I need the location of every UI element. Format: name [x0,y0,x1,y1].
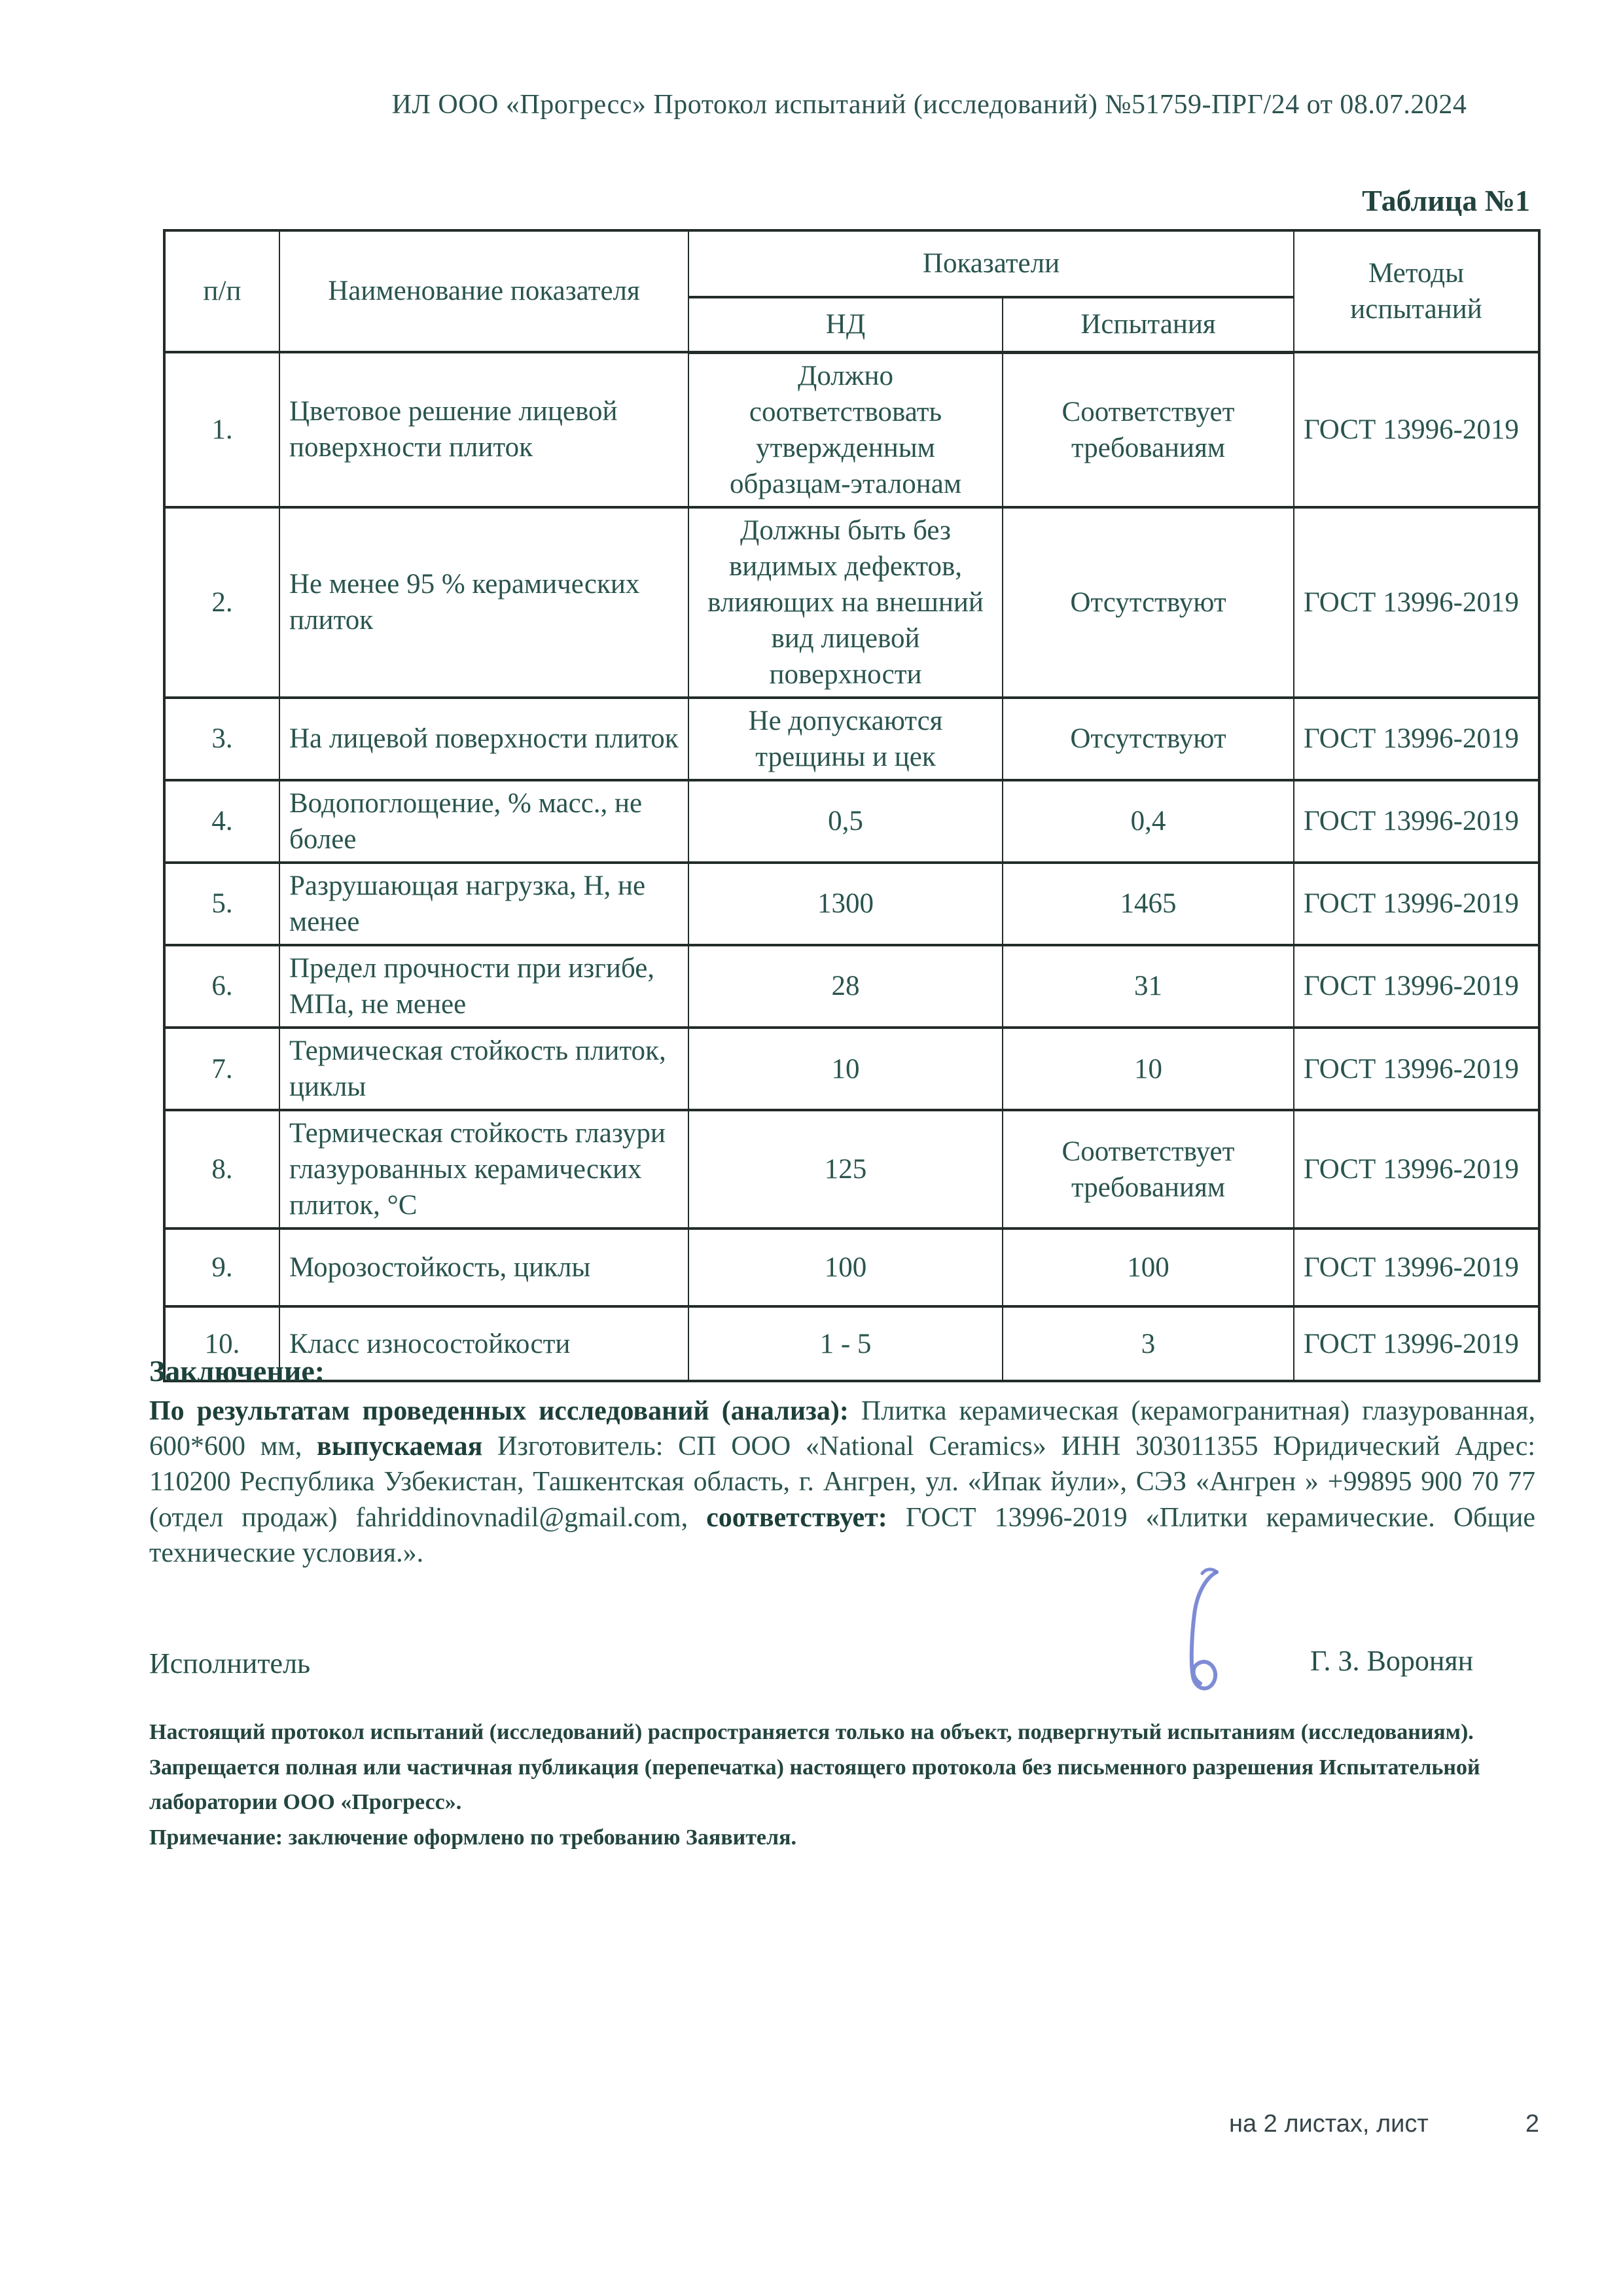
nd-value-cell: 10 [688,1028,1003,1110]
method-value-cell: ГОСТ 13996-2019 [1294,863,1539,945]
sheets-count-text: на 2 листах, лист [1229,2110,1429,2138]
table-row [164,507,1539,698]
conclusion-text-2: Изготовитель: СП ООО «National Ceramics» ИНН 303011355 Юридический Адрес: 110200 Республика Узбекистан, Ташкентская область, г. Ангрен, ул. «Ипак йули», СЭЗ «Ангрен » +99895 900 70 77 (отдел продаж) fahriddinovnadil@gmail.com, [149,1431,1536,1533]
table-row [164,863,1539,945]
conclusion-title: Заключение: [149,1354,325,1388]
conclusion-bold-3: соответствует: [706,1502,887,1533]
indicator-name-cell: Водопоглощение, % масс., не более [279,780,688,863]
row-number-cell: 2. [164,507,279,698]
table-row [164,1229,1539,1306]
conclusion-section [149,1354,1535,1571]
footnote-line: Запрещается полная или частичная публикация (перепечатка) настоящего протокола без письменного разрешения Испытательной [149,1755,1480,1780]
indicator-name-cell: Не менее 95 % керамических плиток [279,507,688,698]
col-header-test: Испытания [1003,297,1294,352]
table-row [164,1110,1539,1229]
method-value-cell: ГОСТ 13996-2019 [1294,1028,1539,1110]
test-value-cell: Отсутствуют [1003,698,1294,780]
indicator-name-cell: Предел прочности при изгибе, МПа, не менее [279,945,688,1028]
page-footer [1229,2110,1539,2138]
conclusion-lead-bold: По результатам проведенных исследований (анализа): [149,1396,849,1426]
footnote-line: лаборатории ООО «Прогресс». [149,1790,462,1815]
indicator-name-cell: Термическая стойкость плиток, циклы [279,1028,688,1110]
nd-value-cell: 0,5 [688,780,1003,863]
table-row [164,945,1539,1028]
page-number: 2 [1525,2110,1539,2138]
signature-mark [1160,1566,1246,1703]
indicator-name-cell: Разрушающая нагрузка, Н, не менее [279,863,688,945]
col-header-name: Наименование показателя [279,230,688,352]
nd-value-cell: 1300 [688,863,1003,945]
nd-value-cell: 125 [688,1110,1003,1229]
conclusion-text-3: ГОСТ 13996-2019 «Плитки керамические. Общие технические условия.». [149,1502,1535,1568]
row-number-cell: 9. [164,1229,279,1306]
row-number-cell: 3. [164,698,279,780]
signer-name: Г. З. Воронян [1310,1645,1474,1677]
test-value-cell: 1465 [1003,863,1294,945]
footnote-line: Примечание: заключение оформлено по требованию Заявителя. [149,1825,796,1850]
test-value-cell: 10 [1003,1028,1294,1110]
method-value-cell: ГОСТ 13996-2019 [1294,1229,1539,1306]
conclusion-text-1: Плитка керамическая (керамогранитная) глазурованная, 600*600 мм, [149,1396,1535,1462]
row-number-cell: 4. [164,780,279,863]
row-number-cell: 7. [164,1028,279,1110]
footnote-line: Настоящий протокол испытаний (исследований) распространяется только на объект, подвергнутый испытаниям (исследованиям). [149,1720,1474,1744]
test-value-cell: 0,4 [1003,780,1294,863]
indicator-name-cell: Цветовое решение лицевой поверхности плиток [279,352,688,507]
test-value-cell: 100 [1003,1229,1294,1306]
nd-value-cell: Должны быть без видимых дефектов, влияющих на внешний вид лицевой поверхности [688,507,1003,698]
row-number-cell: 10. [164,1306,279,1381]
row-number-cell: 6. [164,945,279,1028]
nd-value-cell: Должно соответствовать утвержденным образцам-эталонам [688,352,1003,507]
table-row [164,352,1539,507]
indicator-name-cell: Класс износостойкости [279,1306,688,1381]
indicator-name-cell: На лицевой поверхности плиток [279,698,688,780]
conclusion-bold-2: выпускаемая [317,1431,483,1462]
table-header [164,230,1539,352]
document-header: ИЛ ООО «Прогресс» Протокол испытаний (исследований) №51759-ПРГ/24 от 08.07.2024 [391,90,1467,120]
method-value-cell: ГОСТ 13996-2019 [1294,945,1539,1028]
footnotes [149,1715,1550,1856]
results-table [163,229,1541,1382]
table-row [164,780,1539,863]
nd-value-cell: 28 [688,945,1003,1028]
col-header-indicators: Показатели [688,230,1294,297]
row-number-cell: 8. [164,1110,279,1229]
table-caption: Таблица №1 [1362,184,1530,217]
table-row [164,1028,1539,1110]
test-value-cell: 31 [1003,945,1294,1028]
table-body [164,352,1539,1381]
table-row [164,698,1539,780]
col-header-nd: НД [688,297,1003,352]
nd-value-cell: Не допускаются трещины и цек [688,698,1003,780]
nd-value-cell: 1 - 5 [688,1306,1003,1381]
method-value-cell: ГОСТ 13996-2019 [1294,780,1539,863]
row-number-cell: 1. [164,352,279,507]
test-value-cell: Отсутствуют [1003,507,1294,698]
executor-label: Исполнитель [149,1647,311,1679]
indicator-name-cell: Морозостойкость, циклы [279,1229,688,1306]
table-header-row-1 [164,230,1539,297]
row-number-cell: 5. [164,863,279,945]
conclusion-text [149,1393,1535,1571]
method-value-cell: ГОСТ 13996-2019 [1294,1110,1539,1229]
col-header-num: п/п [164,230,279,352]
indicator-name-cell: Термическая стойкость глазури глазурованных керамических плиток, °С [279,1110,688,1229]
test-value-cell: 3 [1003,1306,1294,1381]
nd-value-cell: 100 [688,1229,1003,1306]
method-value-cell: ГОСТ 13996-2019 [1294,1306,1539,1381]
method-value-cell: ГОСТ 13996-2019 [1294,352,1539,507]
method-value-cell: ГОСТ 13996-2019 [1294,698,1539,780]
test-value-cell: Соответствует требованиям [1003,1110,1294,1229]
col-header-methods: Методы испытаний [1294,230,1539,352]
method-value-cell: ГОСТ 13996-2019 [1294,507,1539,698]
test-value-cell: Соответствует требованиям [1003,352,1294,507]
